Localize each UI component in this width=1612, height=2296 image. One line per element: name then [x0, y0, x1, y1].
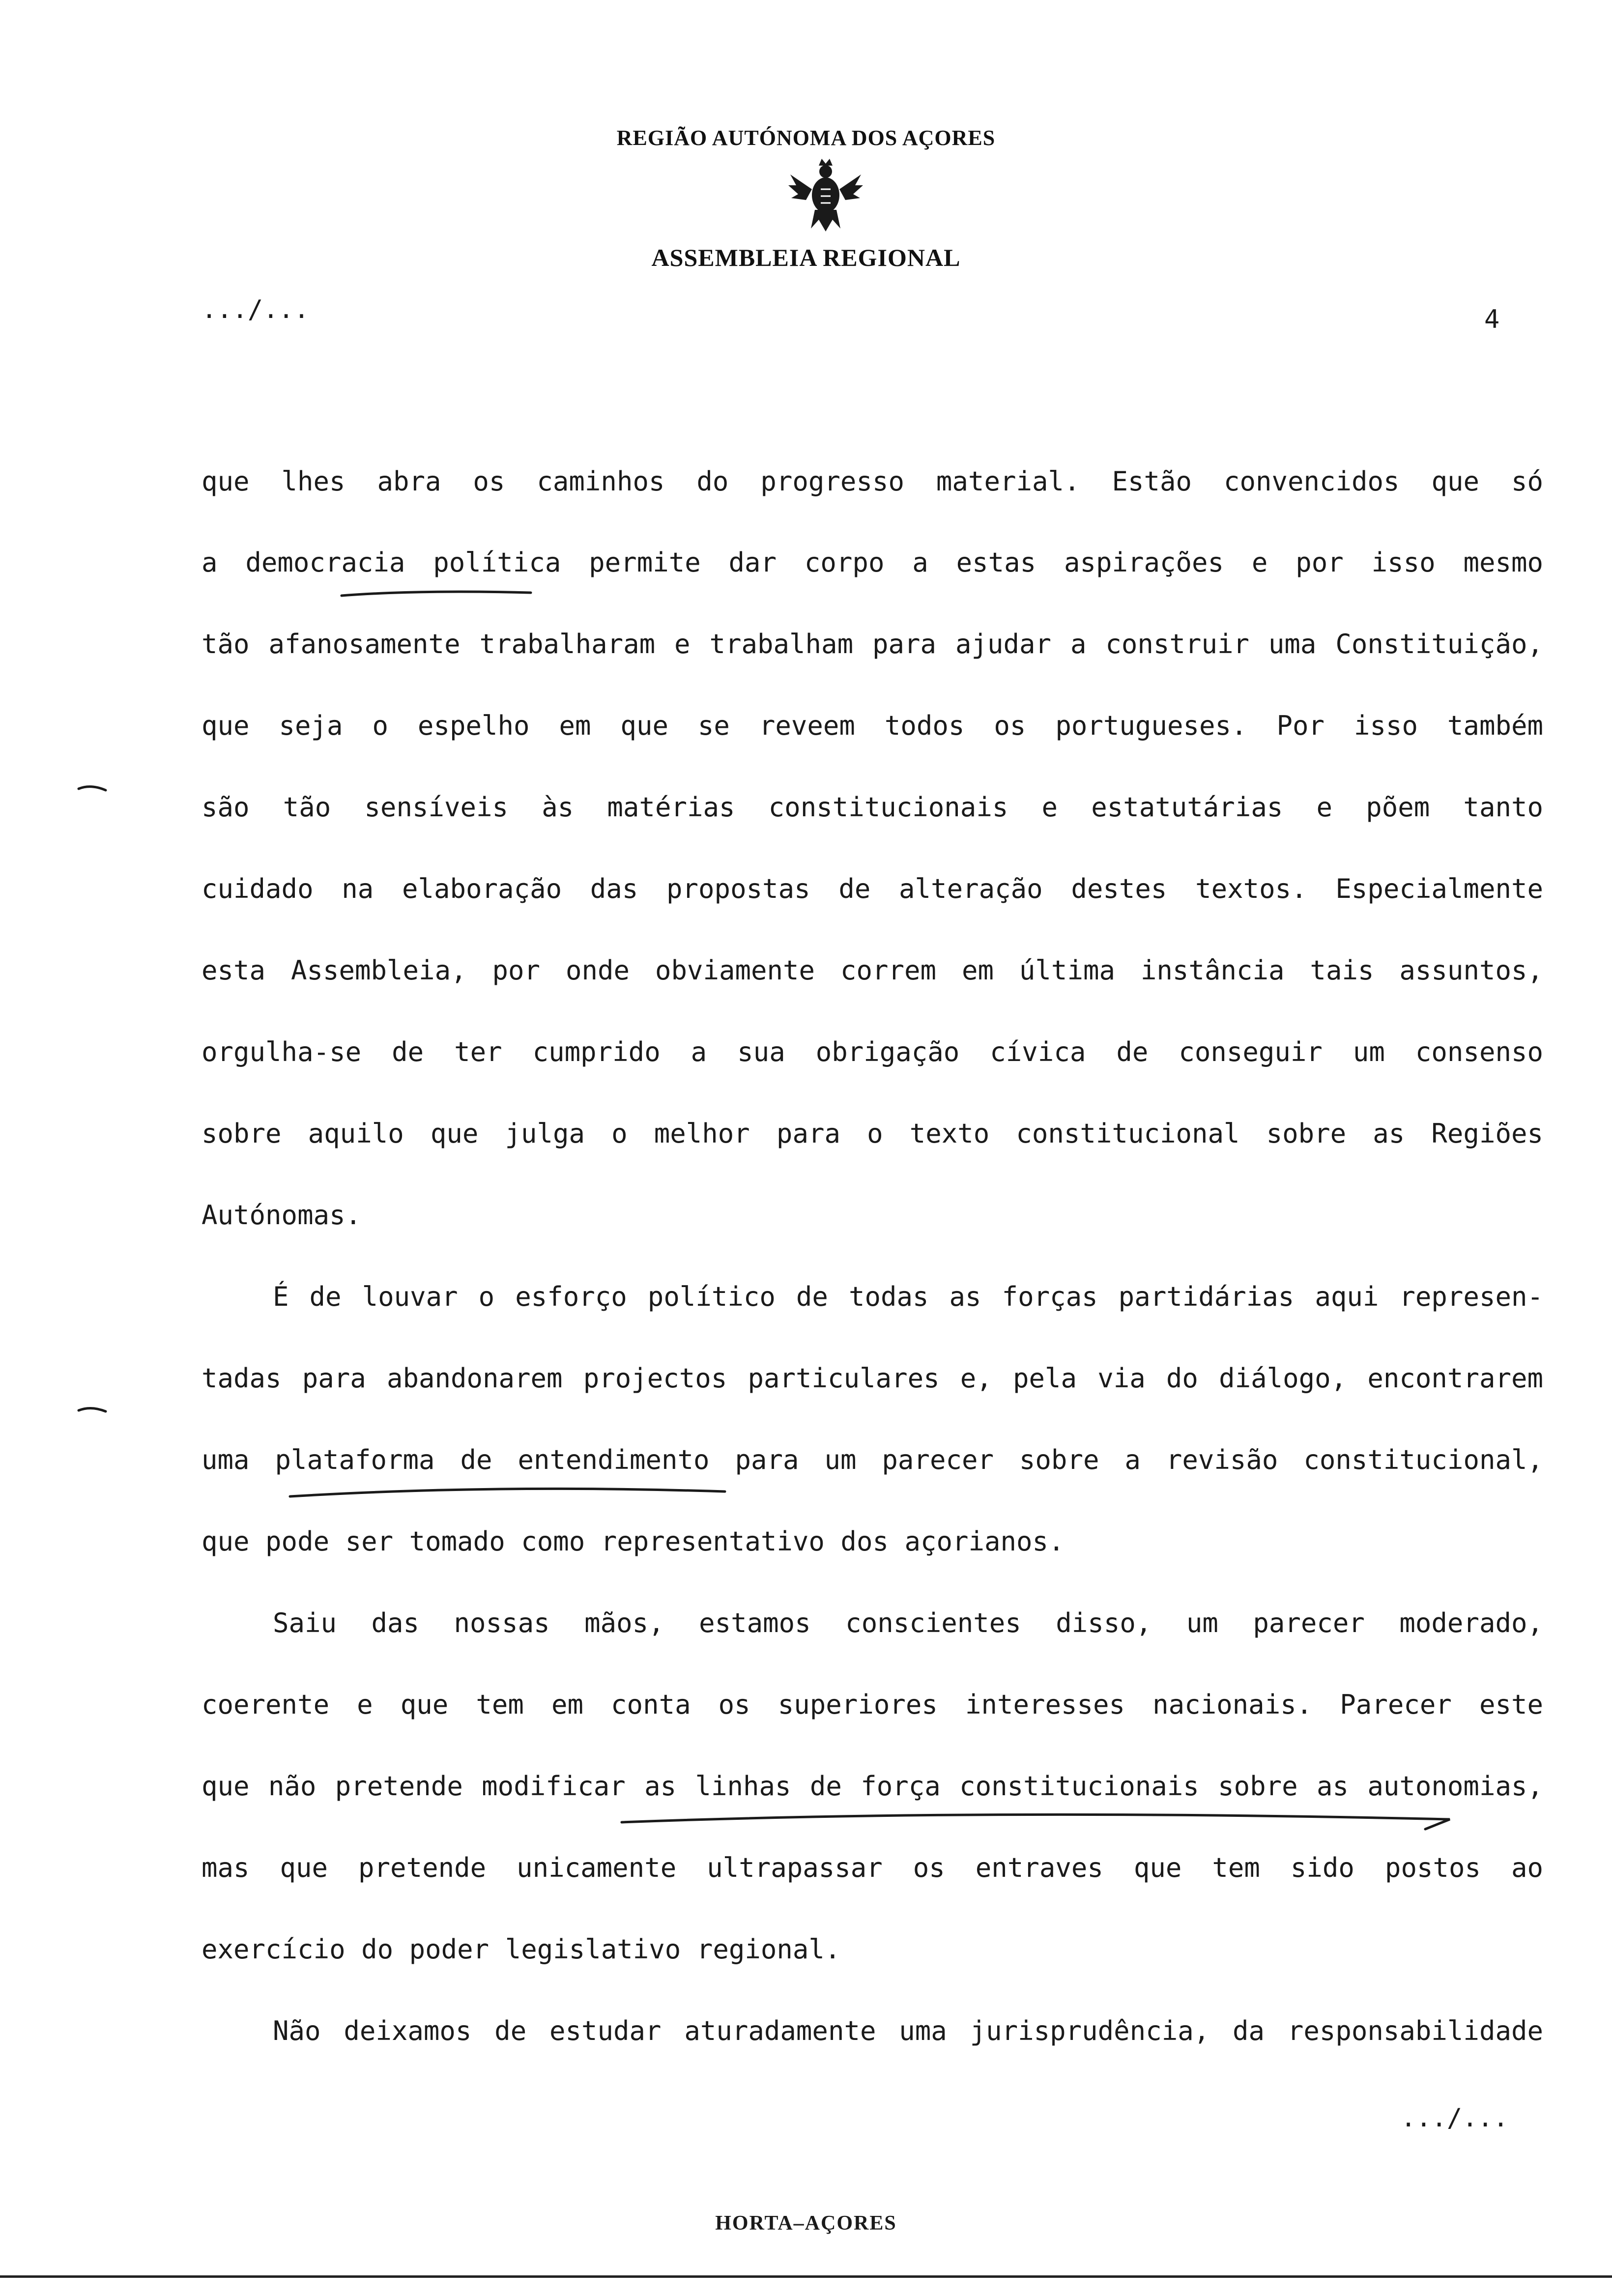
text-line: cuidado na elaboração das propostas de alteração destes textos. Especialmente	[202, 873, 1543, 904]
text-line: que pode ser tomado como representativo dos açorianos.	[202, 1526, 1065, 1557]
page-header-region: REGIÃO AUTÓNOMA DOS AÇORES	[616, 126, 996, 150]
text-line: Autónomas.	[202, 1200, 362, 1231]
continuation-mark-bottom: .../...	[1401, 2103, 1509, 2133]
text-line: tão afanosamente trabalharam e trabalham para ajudar a construir uma Constituição,	[202, 629, 1543, 660]
text-line: É de louvar o esforço político de todas as forças partidárias aqui represen-	[273, 1281, 1543, 1312]
text-line: Não deixamos de estudar aturadamente uma jurisprudência, da responsabilidade	[273, 2015, 1543, 2046]
text-line: uma plataforma de entendimento para um parecer sobre a revisão constitucional,	[202, 1444, 1543, 1475]
text-line: são tão sensíveis às matérias constitucionais e estatutárias e põem tanto	[202, 792, 1543, 823]
footer-rule	[0, 2275, 1612, 2278]
text-line: mas que pretende unicamente ultrapassar os entraves que tem sido postos ao	[202, 1852, 1543, 1883]
page-number: 4	[1484, 305, 1500, 334]
text-line: que lhes abra os caminhos do progresso material. Estão convencidos que só	[202, 466, 1543, 497]
text-line: tadas para abandonarem projectos particulares e, pela via do diálogo, encontrarem	[202, 1363, 1543, 1394]
text-line: Saiu das nossas mãos, estamos conscientes disso, um parecer moderado,	[273, 1607, 1543, 1638]
coat-of-arms-icon	[786, 155, 865, 233]
text-line: que não pretende modificar as linhas de força constitucionais sobre as autonomias,	[202, 1771, 1543, 1802]
text-line: esta Assembleia, por onde obviamente correm em última instância tais assuntos,	[202, 955, 1543, 986]
text-line: orgulha-se de ter cumprido a sua obrigação cívica de conseguir um consenso	[202, 1036, 1543, 1067]
page-header-assembly: ASSEMBLEIA REGIONAL	[651, 244, 961, 271]
text-line: a democracia política permite dar corpo a estas aspirações e por isso mesmo	[202, 547, 1543, 578]
text-line: coerente e que tem em conta os superiores interesses nacionais. Parecer este	[202, 1689, 1543, 1720]
text-line: sobre aquilo que julga o melhor para o texto constitucional sobre as Regiões	[202, 1118, 1543, 1149]
continuation-mark-top: .../...	[202, 295, 310, 324]
text-line: exercício do poder legislativo regional.	[202, 1934, 841, 1965]
page-footer: HORTA–AÇORES	[715, 2212, 897, 2235]
text-line: que seja o espelho em que se reveem todos os portugueses. Por isso também	[202, 710, 1543, 741]
